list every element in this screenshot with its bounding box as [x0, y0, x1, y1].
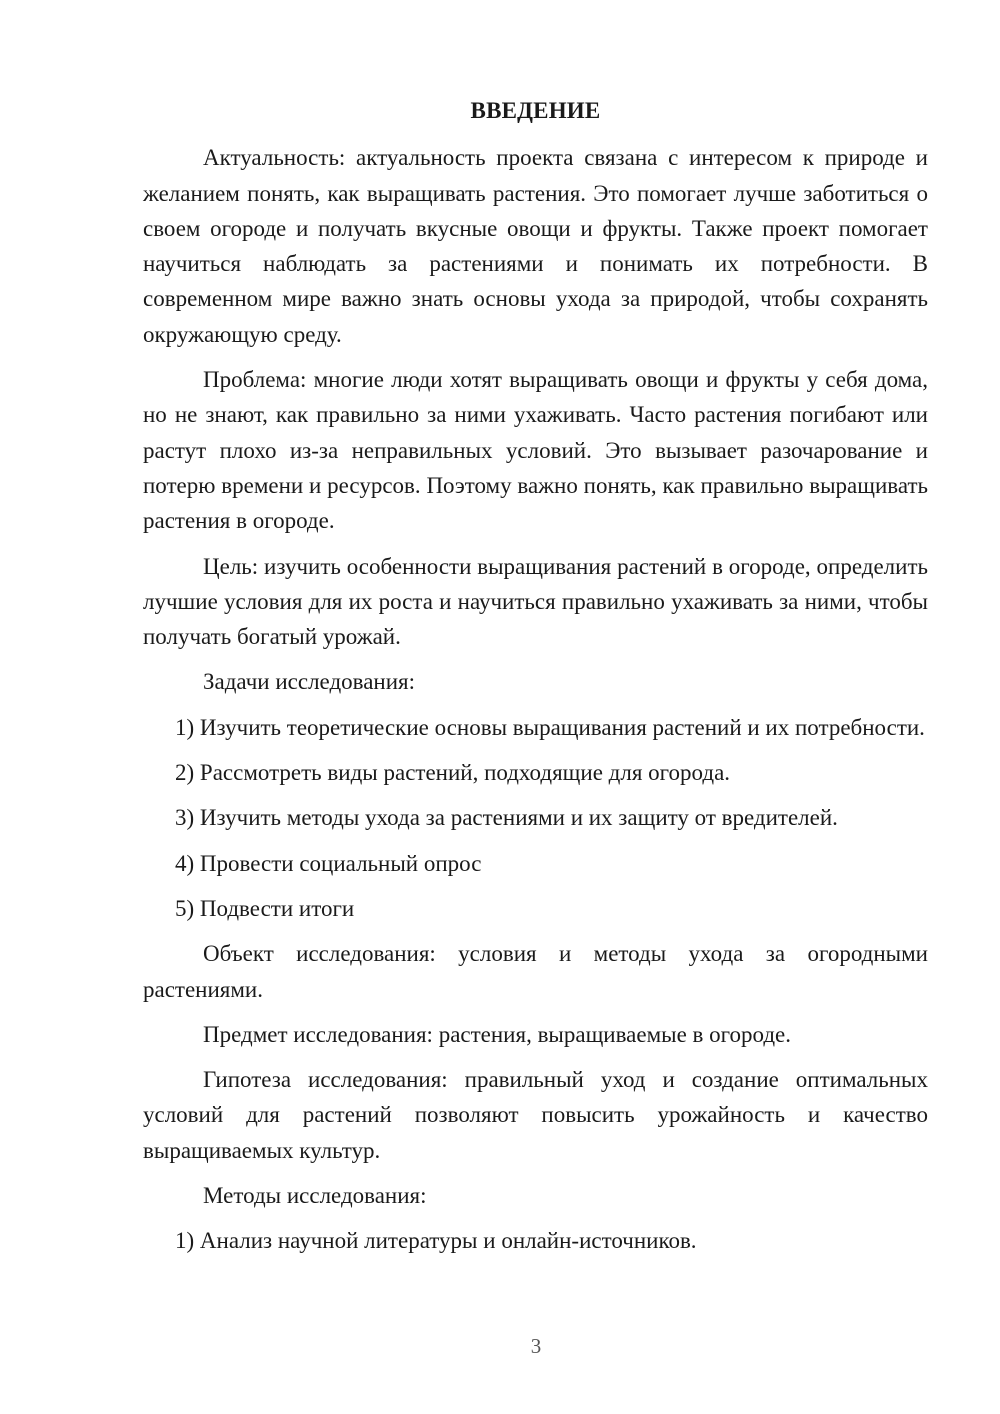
list-item: 4) Провести социальный опрос [175, 850, 482, 876]
goal-paragraph: Цель: изучить особенности выращивания растений в огороде, определить лучшие условия для их роста и научиться правильно ухаживать за ними, чтобы получать богатый урожай. [143, 553, 928, 650]
tasks-list [143, 710, 928, 926]
list-item: 1) Изучить теоретические основы выращивания растений и их потребности. [175, 714, 925, 740]
list-item: 2) Рассмотреть виды растений, подходящие для огорода. [175, 760, 731, 786]
object-paragraph: Объект исследования: условия и методы ухода за огородными растениями. [143, 941, 928, 1002]
tasks-heading: Задачи исследования: [203, 669, 416, 695]
list-item: 3) Изучить методы ухода за растениями и их защиту от вредителей. [175, 805, 838, 831]
page-content [143, 93, 928, 1269]
list-item: 1) Анализ научной литературы и онлайн-источников. [175, 1228, 697, 1254]
methods-heading: Методы исследования: [203, 1183, 427, 1209]
subject-paragraph: Предмет исследования: растения, выращиваемые в огороде. [203, 1021, 792, 1047]
problem-paragraph: Проблема: многие люди хотят выращивать овощи и фрукты у себя дома, но не знают, как правильно за ними ухаживать. Часто растения погибают или растут плохо из-за неправильных условий. Это вызывает разочарование и потерю времени и ресурсов. Поэтому важно понять, как правильно выращивать растения в огороде. [143, 367, 928, 534]
page-title: ВВЕДЕНИЕ [470, 98, 601, 123]
hypothesis-paragraph: Гипотеза исследования: правильный уход и создание оптимальных условий для растений позволяют повысить урожайность и качество выращиваемых культур. [143, 1067, 928, 1163]
page-number: 3 [530, 1334, 542, 1358]
methods-list [143, 1223, 928, 1258]
relevance-paragraph: Актуальность: актуальность проекта связана с интересом к природе и желанием понять, как выращивать растения. Это помогает лучше заботиться о своем огороде и получать вкусные овощи и фрукты. Также проект помогает научиться наблюдать за растениями и понимать их потребности. В современном мире важно знать основы ухода за природой, чтобы сохранять окружающую среду. [143, 145, 928, 347]
list-item: 5) Подвести итоги [175, 895, 355, 921]
